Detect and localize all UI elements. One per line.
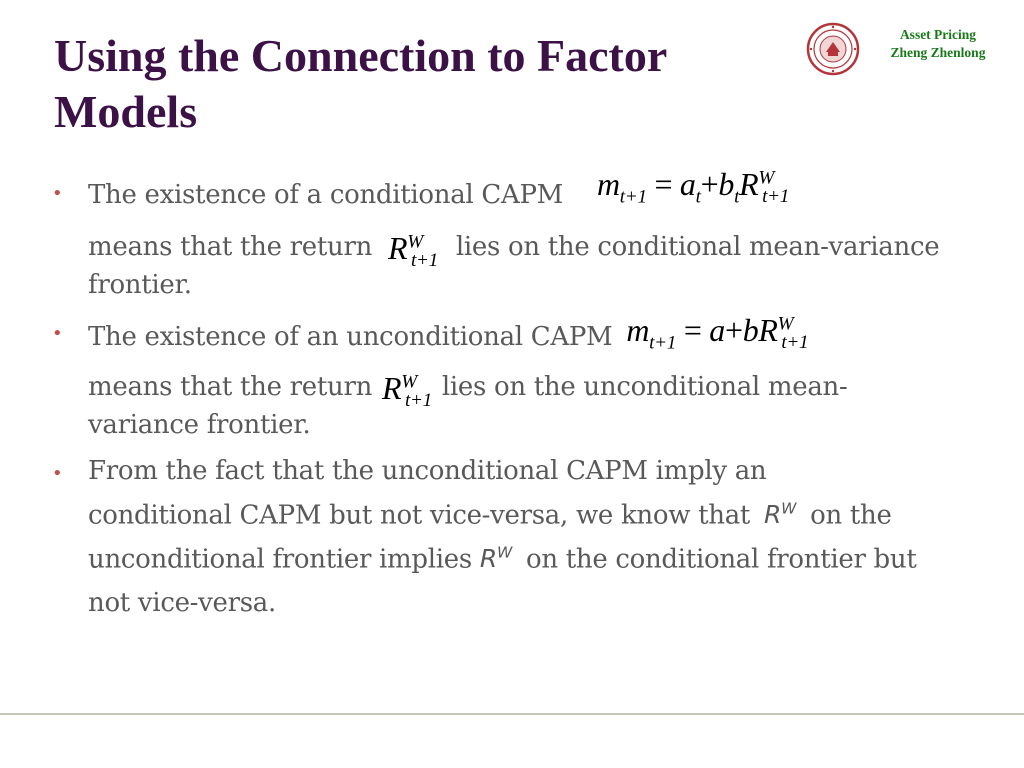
bullet-marker: • [52, 183, 63, 204]
bullet-3-line-4: not vice-versa. [88, 588, 276, 618]
course-header [868, 26, 1008, 62]
return-symbol: $R^W_{t+1}$ [382, 370, 432, 412]
slide-title: Using the Connection to Factor Models [54, 30, 667, 137]
return-symbol: $R^W$ [764, 500, 797, 530]
bullet-2-line-2: means that the return $R^W_{t+1}$ lies on the unconditional mean- [88, 370, 848, 412]
author-name: Zheng Zhenlong [890, 45, 986, 60]
bullet-1-line-3: frontier. [88, 270, 192, 300]
formula-conditional-capm: $m_{t+1} = a_t+b_tR^W_{t+1}$ [596, 166, 790, 208]
return-symbol: $R^W_{t+1}$ [388, 230, 438, 272]
bullet-2-line-3: variance frontier. [88, 410, 311, 440]
course-name: Asset Pricing [899, 27, 977, 42]
formula-unconditional-capm: $m_{t+1} = a+bR^W_{t+1}$ [626, 312, 809, 354]
bullet-3-line-2: conditional CAPM but not vice-versa, we know that $R^W$ on the [88, 500, 892, 531]
bullet-marker: • [52, 463, 63, 484]
bullet-1-line-2: means that the return $R^W_{t+1}$ lies on the conditional mean-variance [88, 230, 940, 272]
university-seal-logo [806, 22, 860, 76]
bullet-3-line-3: unconditional frontier implies $R^W$ on the conditional frontier but [88, 544, 917, 575]
bullet-3-line-1: From the fact that the unconditional CAPM imply an [88, 456, 767, 486]
return-symbol: $R^W$ [479, 544, 512, 574]
bullet-1-line-1: The existence of a conditional CAPM $m_{t+1} = a_t+b_tR^W_{t+1}$ [88, 166, 790, 210]
bullet-marker: • [52, 323, 63, 344]
bullet-2-line-1: The existence of an unconditional CAPM $m_{t+1} = a+bR^W_{t+1}$ [88, 312, 809, 354]
footer-divider [0, 713, 1024, 715]
